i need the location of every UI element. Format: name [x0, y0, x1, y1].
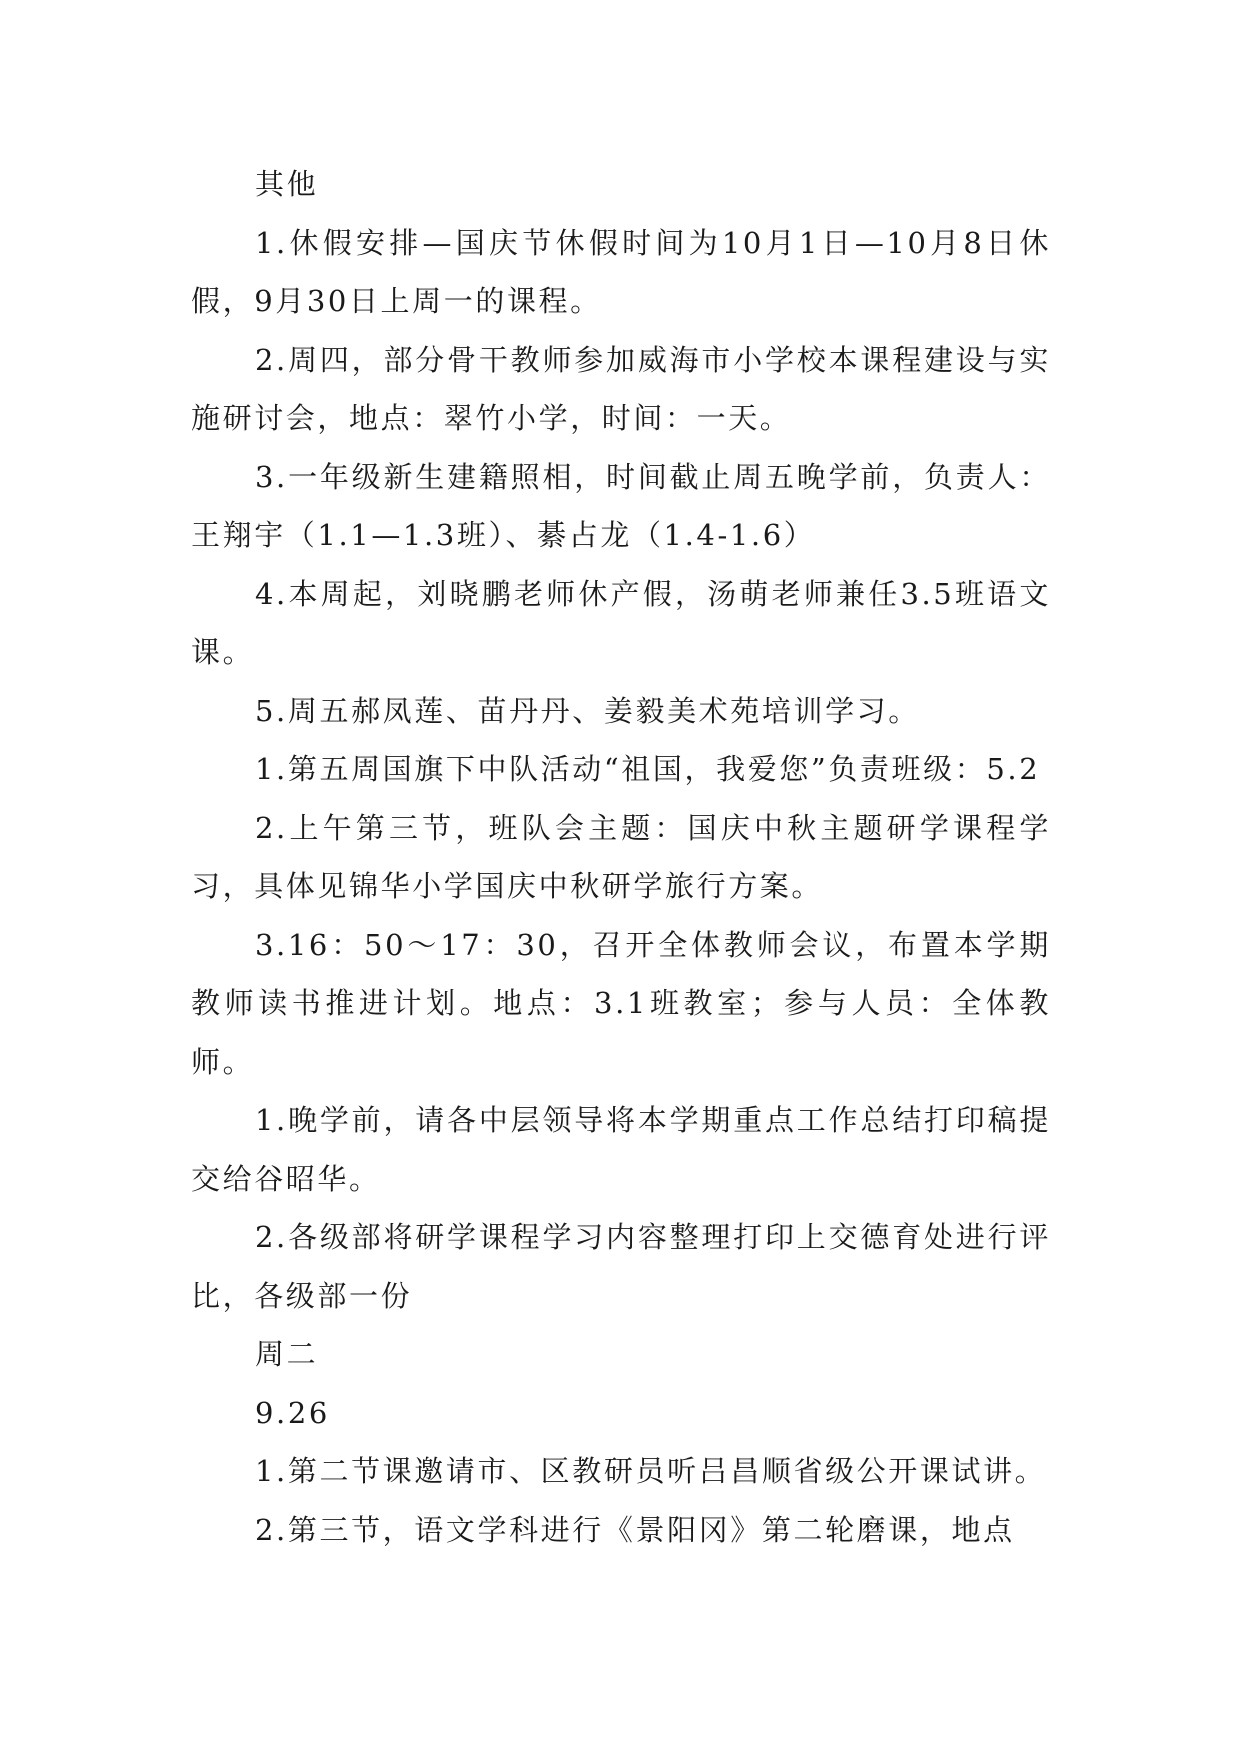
- paragraph-work-summary: 1.晚学前，请各中层领导将本学期重点工作总结打印稿提交给谷昭华。: [191, 1103, 1051, 1196]
- paragraph-seminar: 2.周四，部分骨干教师参加威海市小学校本课程建设与实施研讨会，地点：翠竹小学，时间：一天。: [191, 342, 1051, 435]
- paragraph-study-evaluation: 2.各级部将研学课程学习内容整理打印上交德育处进行评比，各级部一份: [191, 1220, 1051, 1313]
- paragraph-student-photo: 3.一年级新生建籍照相，时间截止周五晚学前，负责人：王翔宇（1.1—1.3班）、綦占龙（1.4-1.6）: [191, 459, 1051, 552]
- paragraph-class-meeting: 2.上午第三节，班队会主题：国庆中秋主题研学课程学习，具体见锦华小学国庆中秋研学旅行方案。: [191, 810, 1051, 903]
- paragraph-holiday-arrangement: 1.休假安排—国庆节休假时间为10月1日—10月8日休假，9月30日上周一的课程。: [191, 225, 1051, 318]
- paragraph-open-class-trial: 1.第二节课邀请市、区教研员听吕昌顺省级公开课试讲。: [255, 1454, 1047, 1488]
- section-date: 9.26: [255, 1395, 330, 1430]
- section-heading-tuesday: 周二: [255, 1337, 319, 1371]
- paragraph-flag-activity: 1.第五周国旗下中队活动“祖国，我爱您”负责班级：5.2: [255, 752, 1041, 786]
- section-heading-other: 其他: [255, 167, 319, 201]
- paragraph-chinese-lesson-polish: 2.第三节，语文学科进行《景阳冈》第二轮磨课，地点: [255, 1512, 1015, 1547]
- document-body: [191, 155, 1051, 1559]
- paragraph-art-training: 5.周五郝凤莲、苗丹丹、姜毅美术苑培训学习。: [255, 693, 920, 728]
- paragraph-maternity-leave: 4.本周起，刘晓鹏老师休产假，汤萌老师兼任3.5班语文课。: [191, 576, 1051, 669]
- paragraph-teacher-meeting: 3.16：50～17：30，召开全体教师会议，布置本学期教师读书推进计划。地点：3.1班教室；参与人员：全体教师。: [191, 927, 1051, 1079]
